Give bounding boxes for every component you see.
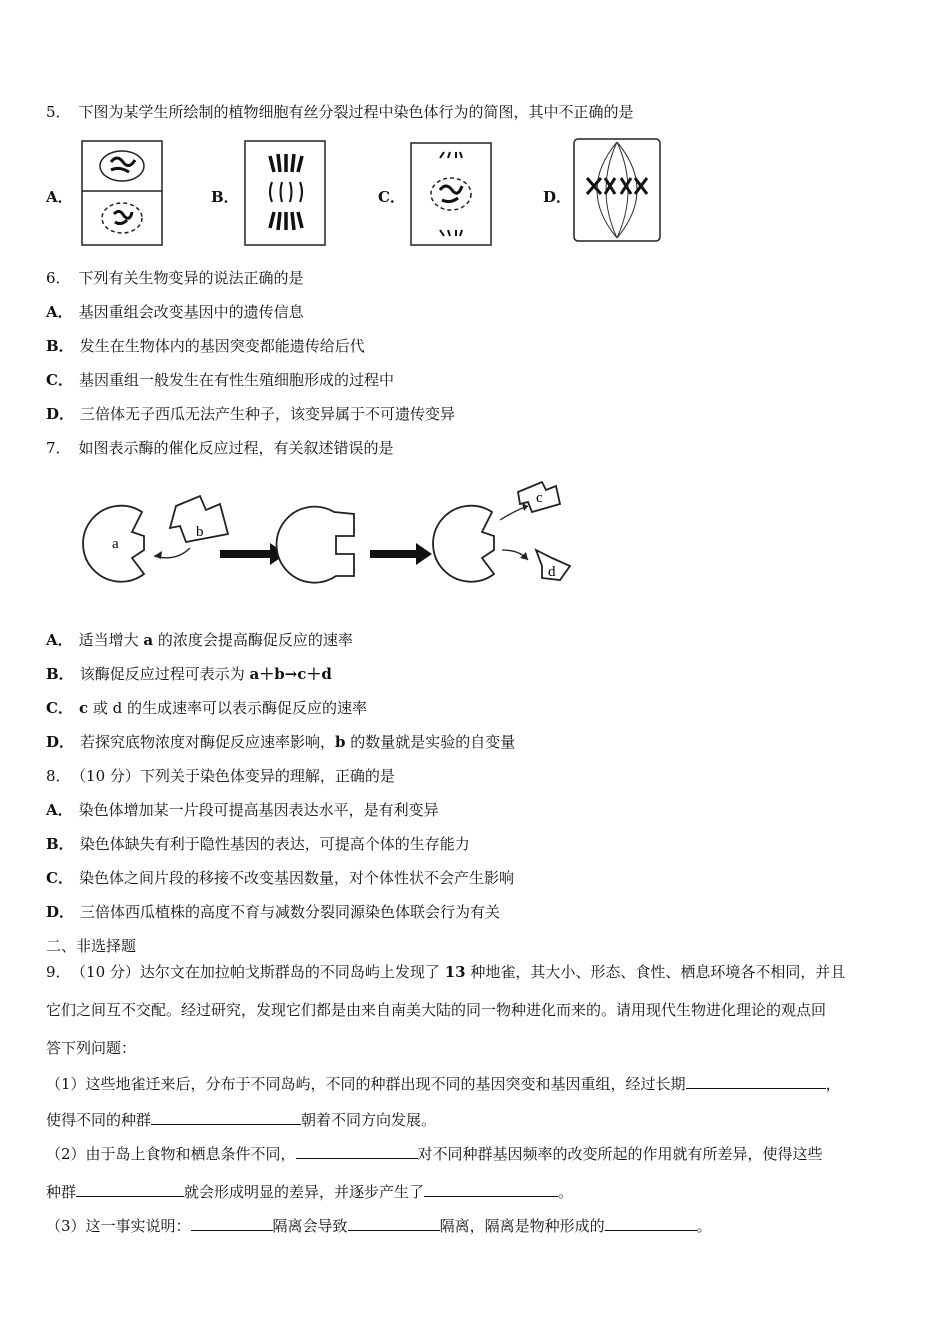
q6-option-b[interactable]: B． 发生在生物体内的基因突变都能遗传给后代	[46, 337, 365, 355]
q5-cell-c-figure	[410, 142, 492, 246]
q5-cell-a-figure	[81, 140, 163, 246]
q7-option-a[interactable]: A． 适当增大 a 的浓度会提高酶促反应的速率	[46, 631, 353, 649]
answer-blank-2[interactable]	[151, 1108, 301, 1125]
q9-part-2-line-1: （2）由于岛上食物和栖息条件不同， 对不同种群基因频率的改变所起的作用就有所差异，使得这些	[46, 1142, 823, 1164]
q5-label-a: A．	[46, 188, 73, 206]
q5-label-d: D．	[543, 188, 572, 206]
q8-option-d[interactable]: D． 三倍体西瓜植株的高度不育与减数分裂同源染色体联会行为有关	[46, 903, 501, 921]
q8-stem: 8． （10 分）下列关于染色体变异的理解，正确的是	[46, 767, 395, 785]
answer-blank-8[interactable]	[605, 1214, 697, 1231]
q9-stem-line-2: 它们之间互不交配。经过研究，发现它们都是由来自南美大陆的同一物种进化而来的。请用现代生物进化理论的观点回	[46, 1001, 827, 1019]
q6-option-c[interactable]: C． 基因重组一般发生在有性生殖细胞形成的过程中	[46, 371, 394, 389]
section-heading: 二、非选择题	[46, 937, 137, 955]
enzyme-released	[433, 506, 494, 582]
answer-blank-7[interactable]	[348, 1214, 440, 1231]
q7-stem: 7． 如图表示酶的催化反应过程，有关叙述错误的是	[46, 439, 394, 457]
q5-cell-b-figure	[244, 140, 326, 246]
q7-option-d[interactable]: D． 若探究底物浓度对酶促反应速率影响，b 的数量就是实验的自变量	[46, 733, 516, 751]
product-arrowhead-d	[520, 552, 528, 560]
q5-stem: 5． 下图为某学生所绘制的植物细胞有丝分裂过程中染色体行为的简图，其中不正确的是	[46, 103, 634, 121]
product-d-label: d	[548, 564, 556, 580]
answer-blank-6[interactable]	[191, 1214, 273, 1231]
process-arrow-2	[370, 543, 432, 565]
q6-option-d[interactable]: D． 三倍体无子西瓜无法产生种子，该变异属于不可遗传变异	[46, 405, 456, 423]
q7-option-b[interactable]: B． 该酶促反应过程可表示为 a＋b→c＋d	[46, 665, 332, 683]
q8-option-b[interactable]: B． 染色体缺失有利于隐性基因的表达，可提高个体的生存能力	[46, 835, 470, 853]
q9-part-3: （3）这一事实说明： 隔离会导致 隔离，隔离是物种形成的 。	[46, 1214, 712, 1236]
q9-part-1-line-1: （1）这些地雀迁来后，分布于不同岛屿，不同的种群出现不同的基因突变和基因重组，经过长期 ，	[46, 1072, 841, 1094]
q5-cell-d-figure	[573, 138, 661, 242]
q9-part-2-line-2: 种群 就会形成明显的差异，并逐步产生了 。	[46, 1180, 573, 1202]
q6-stem: 6． 下列有关生物变异的说法正确的是	[46, 269, 304, 287]
answer-blank-4[interactable]	[76, 1180, 184, 1197]
substrate-b-label: b	[196, 524, 204, 540]
answer-blank-5[interactable]	[424, 1180, 558, 1197]
enzyme-a-label: a	[112, 536, 119, 552]
answer-blank-3[interactable]	[296, 1142, 418, 1159]
q5-label-b: B．	[211, 188, 239, 206]
q5-label-c: C．	[378, 188, 405, 206]
q7-enzyme-figure	[80, 470, 580, 610]
binding-arrowhead	[154, 551, 162, 559]
q9-stem-line-3: 答下列问题：	[46, 1039, 137, 1057]
q6-option-a[interactable]: A． 基因重组会改变基因中的遗传信息	[46, 303, 304, 321]
answer-blank-1[interactable]	[686, 1072, 826, 1089]
q8-option-c[interactable]: C． 染色体之间片段的移接不改变基因数量，对个体性状不会产生影响	[46, 869, 514, 887]
q9-part-1-line-2: 使得不同的种群 朝着不同方向发展。	[46, 1108, 436, 1130]
q9-stem-line-1: 9． （10 分）达尔文在加拉帕戈斯群岛的不同岛屿上发现了 13 种地雀，其大小、形态、食性、栖息环境各不相同，并且	[46, 963, 846, 981]
product-c-label: c	[536, 490, 543, 506]
q7-option-c[interactable]: C． c 或 d 的生成速率可以表示酶促反应的速率	[46, 699, 368, 717]
enzyme-substrate-complex	[277, 507, 354, 583]
q8-option-a[interactable]: A． 染色体增加某一片段可提高基因表达水平，是有利变异	[46, 801, 439, 819]
